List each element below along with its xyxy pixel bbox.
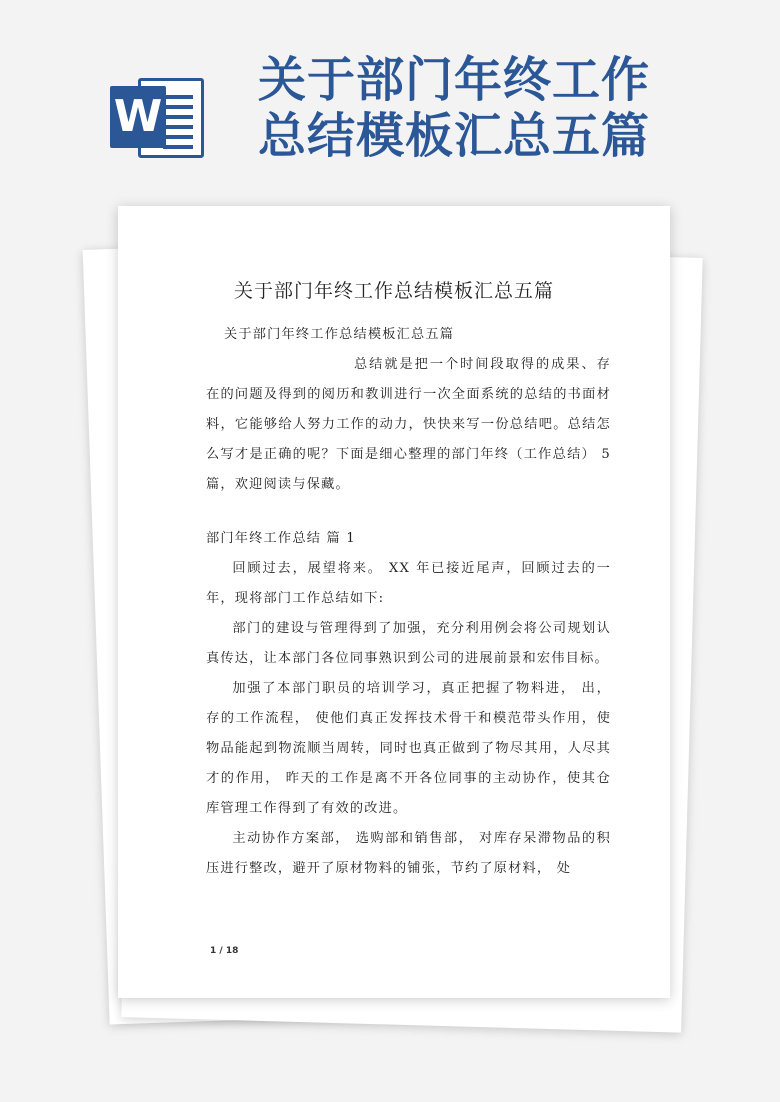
- document-subtitle: 关于部门年终工作总结模板汇总五篇: [224, 327, 455, 342]
- word-document-icon: [110, 72, 208, 162]
- header-banner: [0, 0, 780, 200]
- document-title: 关于部门年终工作总结模板汇总五篇: [233, 280, 554, 302]
- section-heading: 部门年终工作总结 篇 1: [206, 531, 356, 546]
- body-paragraph-3: 加强了本部门职员的培训学习，真正把握了物料进， 出，存的工作流程， 使他们真正发挥技术骨干和模范带头作用，使物品能起到物流顺当周转，同时也真正做到了物尽其用，人尽其才的作用， 昨天的工作是离不开各位同事的主动协作，使其仓库管理工作得到了有效的改进。: [206, 681, 611, 816]
- word-icon-letter: W: [110, 86, 166, 148]
- body-paragraph-2: 部门的建设与管理得到了加强，充分利用例会将公司规划认真传达，让本部门各位同事熟识到公司的进展前景和宏伟目标。: [206, 621, 611, 666]
- document-body: [206, 320, 611, 884]
- document-page[interactable]: [118, 206, 670, 998]
- body-paragraph-1: 回顾过去，展望将来。 XX 年已接近尾声，回顾过去的一年，现将部门工作总结如下:: [206, 561, 611, 606]
- intro-paragraph: 总结就是把一个时间段取得的成果、存在的问题及得到的阅历和教训进行一次全面系统的总结的书面材料，它能够给人努力工作的动力，快快来写一份总结吧。总结怎么写才是正确的呢？下面是细心整理的部门年终（工作总结） 5篇，欢迎阅读与保藏。: [206, 357, 611, 492]
- page-number: 1 / 18: [210, 946, 239, 956]
- banner-title: [258, 52, 758, 164]
- banner-title-line-2: 总结模板汇总五篇: [258, 108, 651, 164]
- body-paragraph-4: 主动协作方案部， 选购部和销售部， 对库存呆滞物品的积压进行整改，避开了原材物料的铺张，节约了原材料， 处: [206, 831, 611, 876]
- banner-title-line-1: 关于部门年终工作: [258, 52, 651, 108]
